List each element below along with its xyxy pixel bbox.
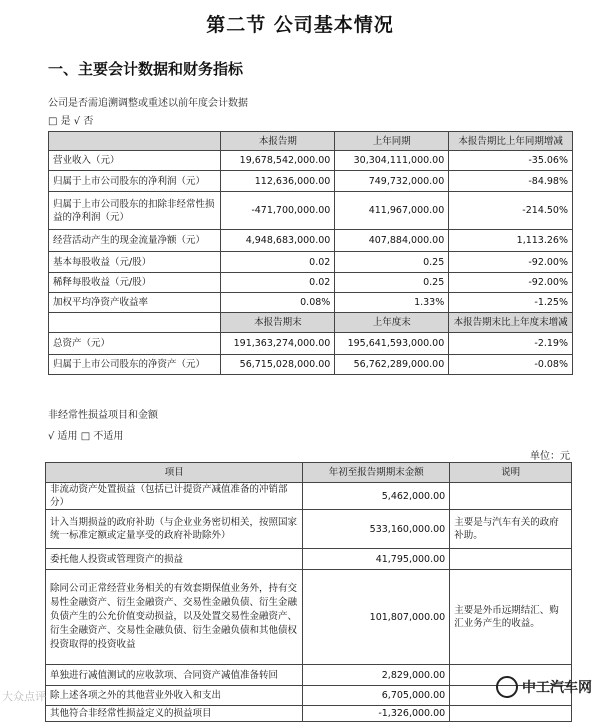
cell-value: 56,715,028,000.00 bbox=[221, 355, 335, 375]
cell-value: 195,641,593,000.00 bbox=[335, 333, 449, 355]
header-cell: 项目 bbox=[46, 463, 303, 483]
cell-value: -0.08% bbox=[449, 355, 573, 375]
row-label: 营业收入（元） bbox=[49, 151, 221, 171]
table-row bbox=[46, 510, 572, 549]
table-row bbox=[49, 151, 573, 171]
cell-value: -471,700,000.00 bbox=[221, 192, 335, 230]
row-label: 总资产（元） bbox=[49, 333, 221, 355]
row-label: 归属于上市公司股东的净资产（元） bbox=[49, 355, 221, 375]
row-label: 非流动资产处置损益（包括已计提资产减值准备的冲销部分） bbox=[46, 483, 303, 510]
header-cell: 本报告期末比上年度末增减 bbox=[449, 313, 573, 333]
header-cell: 年初至报告期期末金额 bbox=[303, 463, 450, 483]
financial-indicators-table bbox=[48, 131, 573, 375]
table-row bbox=[46, 549, 572, 570]
cell-value: 407,884,000.00 bbox=[335, 230, 449, 252]
header-cell: 上年同期 bbox=[335, 132, 449, 151]
cell-value: -92.00% bbox=[449, 252, 573, 273]
cell-value: 4,948,683,000.00 bbox=[221, 230, 335, 252]
cell-value: 41,795,000.00 bbox=[303, 549, 450, 570]
cell-value: 0.08% bbox=[221, 293, 335, 313]
watermark-left: 大众点评 bbox=[2, 690, 46, 703]
wechat-icon bbox=[496, 676, 518, 698]
cell-value: 19,678,542,000.00 bbox=[221, 151, 335, 171]
table-header-row bbox=[46, 463, 572, 483]
watermark-label: 中工汽车网 bbox=[522, 680, 592, 696]
header-cell bbox=[49, 132, 221, 151]
row-label: 其他符合非经常性损益定义的损益项目 bbox=[46, 706, 303, 722]
page-title: 第二节 公司基本情况 bbox=[206, 14, 394, 36]
row-label: 归属于上市公司股东的扣除非经常性损益的净利润（元） bbox=[49, 192, 221, 230]
cell-value: -35.06% bbox=[449, 151, 573, 171]
cell-value: 101,807,000.00 bbox=[303, 570, 450, 665]
cell-note: 主要是外币远期结汇、购汇业务产生的收益。 bbox=[450, 570, 572, 665]
row-label: 归属于上市公司股东的净利润（元） bbox=[49, 171, 221, 192]
table-row bbox=[49, 355, 573, 375]
question-answer: √ 适用 □ 不适用 bbox=[48, 431, 124, 442]
cell-value: 0.25 bbox=[335, 273, 449, 293]
cell-value: 1,113.26% bbox=[449, 230, 573, 252]
header-cell: 本报告期末 bbox=[221, 313, 335, 333]
row-label: 加权平均净资产收益率 bbox=[49, 293, 221, 313]
question-text: 公司是否需追溯调整或重述以前年度会计数据 bbox=[48, 98, 248, 109]
table-row bbox=[49, 273, 573, 293]
cell-value: -84.98% bbox=[449, 171, 573, 192]
unit-label: 单位：元 bbox=[530, 451, 570, 462]
cell-value: 6,705,000.00 bbox=[303, 686, 450, 706]
table-row bbox=[46, 706, 572, 722]
cell-value: 749,732,000.00 bbox=[335, 171, 449, 192]
row-label: 计入当期损益的政府补助（与企业业务密切相关，按照国家统一标准定额或定量享受的政府补助除外） bbox=[46, 510, 303, 549]
non-recurring-items-table bbox=[45, 462, 572, 722]
header-cell: 上年度末 bbox=[335, 313, 449, 333]
row-label: 基本每股收益（元/股） bbox=[49, 252, 221, 273]
row-label: 单独进行减值测试的应收款项、合同资产减值准备转回 bbox=[46, 665, 303, 686]
cell-value: 191,363,274,000.00 bbox=[221, 333, 335, 355]
cell-note bbox=[450, 483, 572, 510]
header-cell: 本报告期比上年同期增减 bbox=[449, 132, 573, 151]
table-row bbox=[49, 293, 573, 313]
row-label: 除上述各项之外的其他营业外收入和支出 bbox=[46, 686, 303, 706]
cell-value: 112,636,000.00 bbox=[221, 171, 335, 192]
table-row bbox=[49, 171, 573, 192]
question-answer: □ 是 √ 否 bbox=[48, 116, 94, 127]
table-header-row bbox=[49, 132, 573, 151]
row-label: 经营活动产生的现金流量净额（元） bbox=[49, 230, 221, 252]
table-header-row bbox=[49, 313, 573, 333]
question-text: 非经常性损益项目和金额 bbox=[48, 410, 158, 421]
table-row bbox=[49, 192, 573, 230]
row-label: 稀释每股收益（元/股） bbox=[49, 273, 221, 293]
cell-value: -214.50% bbox=[449, 192, 573, 230]
table-row bbox=[49, 333, 573, 355]
cell-value: 0.25 bbox=[335, 252, 449, 273]
cell-value: -2.19% bbox=[449, 333, 573, 355]
table-row bbox=[46, 570, 572, 665]
cell-value: 0.02 bbox=[221, 273, 335, 293]
table-row bbox=[46, 686, 572, 706]
table-row bbox=[49, 252, 573, 273]
cell-value: 5,462,000.00 bbox=[303, 483, 450, 510]
row-label: 除同公司正常经营业务相关的有效套期保值业务外，持有交易性金融资产、衍生金融资产、交易性金融负债、衍生金融负债产生的公允价值变动损益，以及处置交易性金融资产、衍生金融资产、交易性金融负债、衍生金融负债和其他债权投资取得的投资收益 bbox=[46, 570, 303, 665]
cell-value: 30,304,111,000.00 bbox=[335, 151, 449, 171]
cell-note: 主要是与汽车有关的政府补助。 bbox=[450, 510, 572, 549]
table-row bbox=[46, 665, 572, 686]
cell-value: 2,829,000.00 bbox=[303, 665, 450, 686]
cell-note bbox=[450, 549, 572, 570]
header-cell bbox=[49, 313, 221, 333]
cell-value: -1,326,000.00 bbox=[303, 706, 450, 722]
cell-value: 411,967,000.00 bbox=[335, 192, 449, 230]
table-row bbox=[49, 230, 573, 252]
cell-value: 1.33% bbox=[335, 293, 449, 313]
cell-value: 56,762,289,000.00 bbox=[335, 355, 449, 375]
cell-note bbox=[450, 706, 572, 722]
section-heading: 一、主要会计数据和财务指标 bbox=[48, 60, 244, 78]
cell-value: 0.02 bbox=[221, 252, 335, 273]
header-cell: 本报告期 bbox=[221, 132, 335, 151]
cell-value: 533,160,000.00 bbox=[303, 510, 450, 549]
watermark-right bbox=[496, 676, 592, 698]
row-label: 委托他人投资或管理资产的损益 bbox=[46, 549, 303, 570]
cell-value: -1.25% bbox=[449, 293, 573, 313]
table-row bbox=[46, 483, 572, 510]
cell-value: -92.00% bbox=[449, 273, 573, 293]
header-cell: 说明 bbox=[450, 463, 572, 483]
